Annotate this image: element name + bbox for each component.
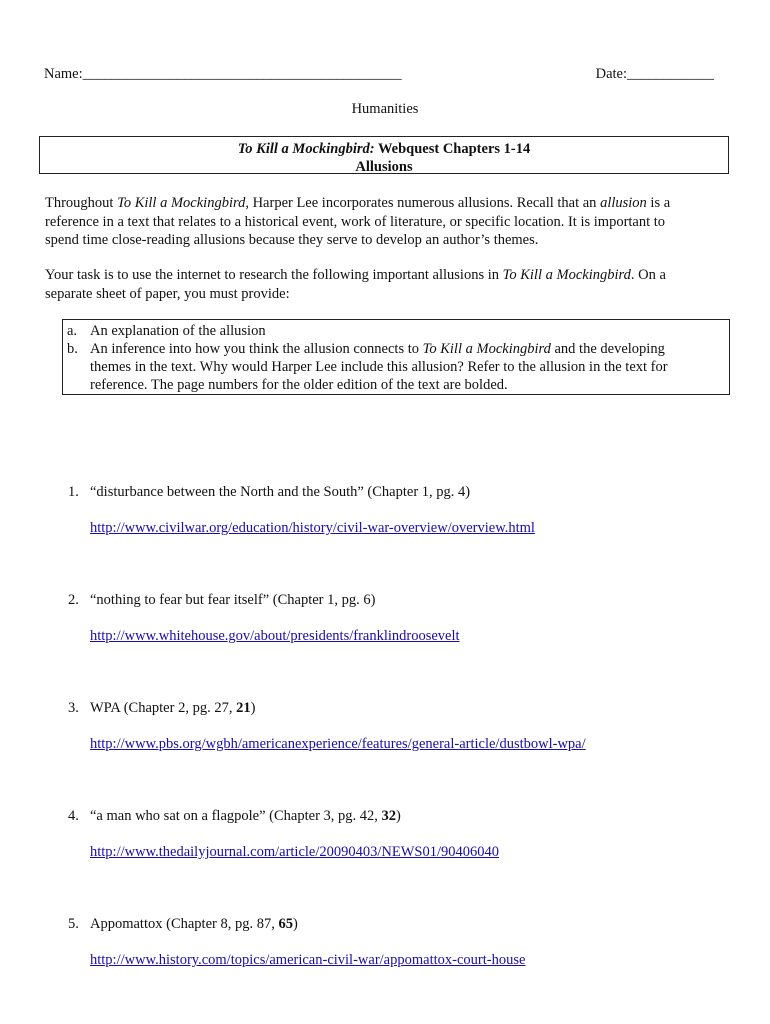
item-number: 1. xyxy=(68,484,79,500)
requirement-book-title: To Kill a Mockingbird xyxy=(422,341,551,357)
requirement-b xyxy=(63,340,729,394)
resource-link[interactable]: http://www.history.com/topics/american-civil-war/appomattox-court-house xyxy=(90,952,526,968)
item-text: “disturbance between the North and the South” (Chapter 1, pg. 4) xyxy=(90,484,471,500)
requirement-b-line-2: themes in the text. Why would Harper Lee include this allusion? Refer to the allusion in the text for xyxy=(90,359,668,375)
resource-link[interactable]: http://www.pbs.org/wgbh/americanexperience/features/general-article/dustbowl-wpa/ xyxy=(90,736,586,752)
title-book: To Kill a Mockingbird: xyxy=(237,141,375,157)
title-box xyxy=(39,136,729,174)
requirement-b-line-3: reference. The page numbers for the older edition of the text are bolded. xyxy=(90,377,508,393)
intro-line-1: Throughout To Kill a Mockingbird, Harper Lee incorporates numerous allusions. Recall that an allusion is a xyxy=(45,195,671,211)
date-blank[interactable]: ____________ xyxy=(627,66,714,82)
requirement-a-text: An explanation of the allusion xyxy=(90,323,266,339)
name-blank[interactable]: ____________________________________________ xyxy=(82,66,402,82)
item-number: 2. xyxy=(68,592,79,608)
task-book-title: To Kill a Mockingbird xyxy=(502,267,631,283)
subject-heading: Humanities xyxy=(351,101,419,117)
item-text: “nothing to fear but fear itself” (Chapter 1, pg. 6) xyxy=(90,592,376,608)
item-text: Appomattox (Chapter 8, pg. 87, 65) xyxy=(90,916,298,932)
intro-line-2: reference in a text that relates to a historical event, work of literature, or specific location. It is important to xyxy=(45,213,666,230)
requirements-box xyxy=(62,319,730,395)
date-label: Date: xyxy=(595,66,627,82)
item-number: 5. xyxy=(68,916,79,932)
task-paragraph xyxy=(45,266,735,303)
requirement-a xyxy=(63,322,729,340)
item-number: 3. xyxy=(68,700,79,716)
intro-book-title: To Kill a Mockingbird xyxy=(117,195,246,211)
requirement-b-letter: b. xyxy=(67,341,78,357)
task-line-1: Your task is to use the internet to research the following important allusions in To Kill a Mockingbird. On a xyxy=(45,267,666,283)
task-line-2: separate sheet of paper, you must provide: xyxy=(45,285,290,302)
resource-link[interactable]: http://www.thedailyjournal.com/article/20090403/NEWS01/90406040 xyxy=(90,844,500,860)
name-label: Name: xyxy=(44,66,83,82)
item-text: WPA (Chapter 2, pg. 27, 21) xyxy=(90,700,256,716)
intro-paragraph xyxy=(45,194,735,250)
document-title xyxy=(40,140,728,158)
requirement-a-letter: a. xyxy=(67,323,78,339)
document-subtitle: Allusions xyxy=(355,159,413,175)
intro-line-3: spend time close-reading allusions because they serve to develop an author’s themes. xyxy=(45,232,539,248)
name-field[interactable] xyxy=(44,66,402,83)
resource-link[interactable]: http://www.civilwar.org/education/history/civil-war-overview/overview.html xyxy=(90,520,535,536)
item-text: “a man who sat on a flagpole” (Chapter 3, pg. 42, 32) xyxy=(90,808,401,824)
item-number: 4. xyxy=(68,808,79,824)
intro-allusion-term: allusion xyxy=(600,195,647,211)
date-field[interactable] xyxy=(596,66,714,83)
title-rest: Webquest Chapters 1-14 xyxy=(374,141,531,157)
requirement-b-line-1: An inference into how you think the allusion connects to To Kill a Mockingbird and the developing xyxy=(90,341,665,357)
resource-link[interactable]: http://www.whitehouse.gov/about/presidents/franklindroosevelt xyxy=(90,628,460,644)
